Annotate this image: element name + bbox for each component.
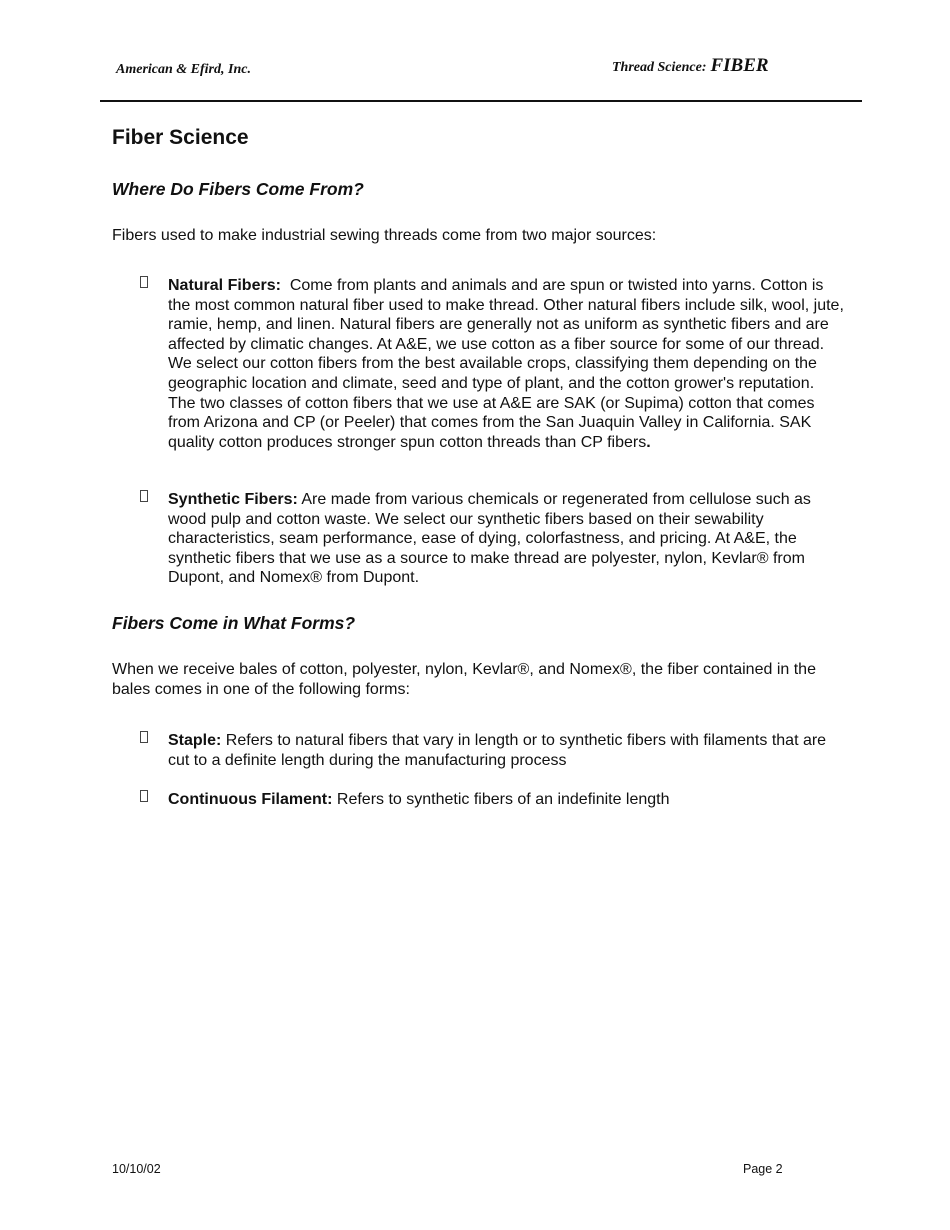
- document-topic: FIBER: [710, 55, 769, 76]
- section-heading-forms: Fibers Come in What Forms?: [112, 613, 356, 633]
- term-staple: Staple:: [168, 732, 222, 749]
- definition-staple: Refers to natural fibers that vary in length or to synthetic fibers with filaments that are cut to a definite length during the manufacturing process: [168, 732, 827, 769]
- definition-natural-fibers: Come from plants and animals and are spun or twisted into yarns. Cotton is the most common natural fiber used to make thread. Other natural fibers include silk, wool, jute, ramie, hemp, and linen. Natural fibers are generally not as uniform as synthetic fibers and are affected by climatic changes. At A&E, we use cotton as a fiber source for some of our thread. We select our cotton fibers from the best available crops, classifying them depending on the geographic location and climate, seed and type of plant, and the cotton grower's reputation. The two classes of cotton fibers that we use at A&E are SAK (or Supima) cotton that comes from Arizona and CP (or Peeler) that comes from the San Juaquin Valley in California. SAK quality cotton produces stronger spun cotton threads than CP fibers: [168, 277, 844, 451]
- header-rule: [100, 100, 862, 102]
- bullet-icon: [140, 731, 148, 743]
- section-heading-sources: Where Do Fibers Come From?: [112, 179, 364, 199]
- term-synthetic-fibers: Synthetic Fibers:: [168, 491, 298, 508]
- definition-synthetic-fibers: Are made from various chemicals or regenerated from cellulose such as wood pulp and cotton waste. We select our synthetic fibers based on their sewability characteristics, seam performance, ease of dying, colorfastness, and pricing. At A&E, the synthetic fibers that we use as a source to make thread are polyester, nylon, Kevlar® from Dupont, and Nomex® from Dupont.: [168, 491, 811, 587]
- bullet-icon: [140, 790, 148, 802]
- section-intro-forms: When we receive bales of cotton, polyester, nylon, Kevlar®, and Nomex®, the fiber contained in the bales comes in one of the following forms:: [112, 661, 816, 698]
- term-natural-fibers: Natural Fibers:: [168, 277, 281, 294]
- company-name: American & Efird, Inc.: [116, 62, 251, 77]
- bullet-icon: [140, 490, 148, 502]
- document-label: [612, 55, 769, 77]
- bullet-icon: [140, 276, 148, 288]
- page-title: Fiber Science: [112, 126, 249, 149]
- list-item-text: [168, 490, 844, 588]
- footer-page-number: Page 2: [743, 1162, 783, 1176]
- sentence-end: .: [646, 433, 651, 451]
- list-item-text: [168, 731, 844, 770]
- section-intro-sources: Fibers used to make industrial sewing threads come from two major sources:: [112, 227, 657, 244]
- list-item-text: [168, 276, 844, 452]
- definition-continuous-filament: Refers to synthetic fibers of an indefinite length: [336, 791, 670, 808]
- list-item-text: [168, 790, 844, 810]
- document-series: Thread Science:: [612, 60, 707, 75]
- term-continuous-filament: Continuous Filament:: [168, 791, 333, 808]
- footer-date: 10/10/02: [112, 1162, 161, 1176]
